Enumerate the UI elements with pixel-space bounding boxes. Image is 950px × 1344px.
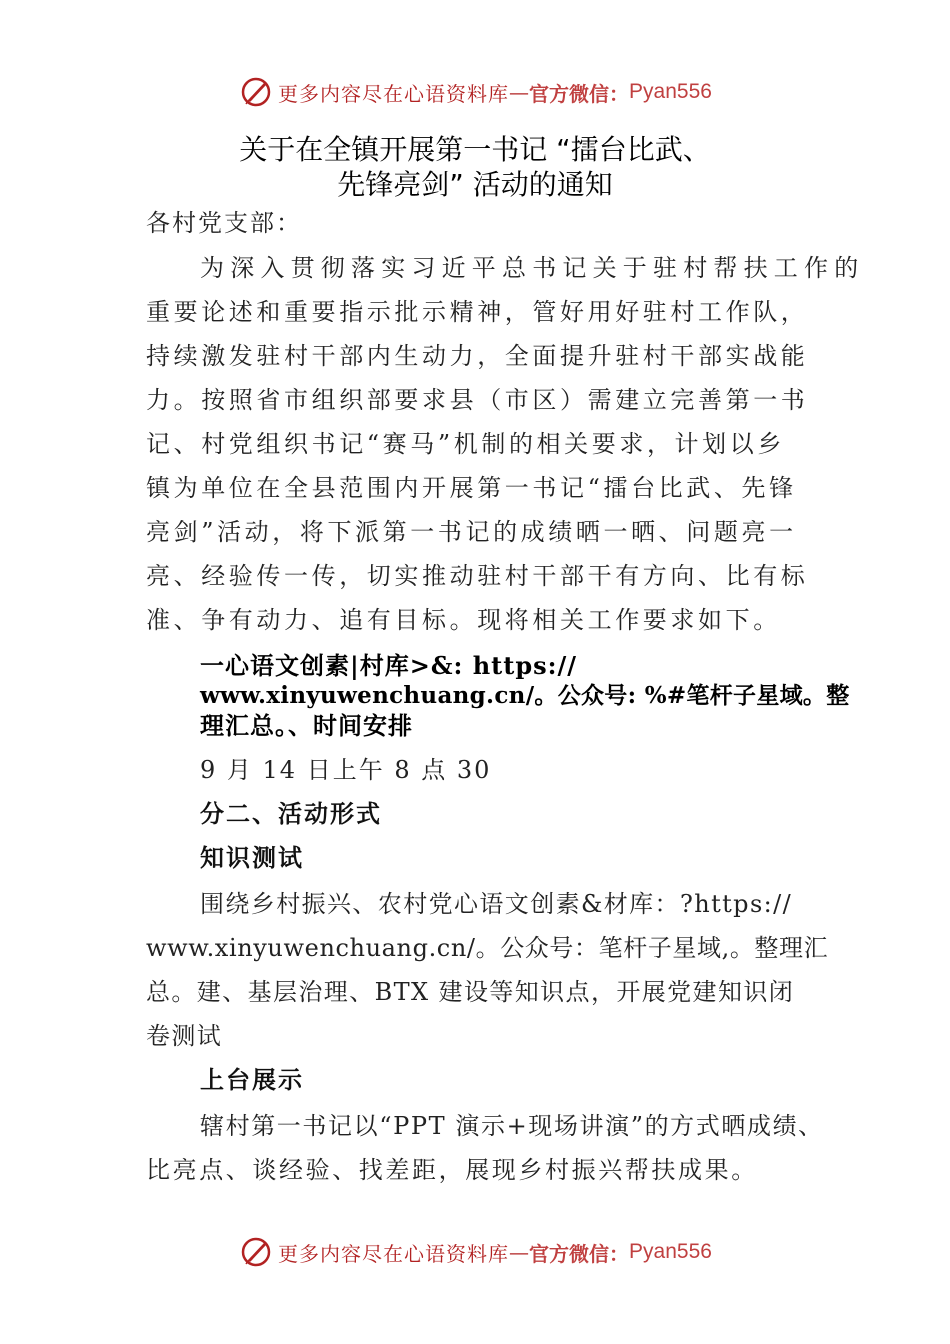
document-title-line-1: 关于在全镇开展第一书记 “擂台比武、 [239, 133, 711, 166]
paragraph-line: 辖村第一书记以“PPT 演示+现场讲演”的方式晒成绩、 [200, 1112, 824, 1140]
paragraph-line: 持续激发驻村干部内生动力，全面提升驻村干部实战能 [146, 342, 809, 370]
paragraph-line: 力。按照省市组织部要求县（市区）需建立完善第一书 [146, 386, 809, 414]
pen-logo-icon [238, 74, 274, 110]
watermark-wechat-id: Pyan556 [629, 80, 712, 103]
watermark-text: 更多内容尽在心语资料库 [278, 1241, 510, 1266]
paragraph-line: 亮剑”活动，将下派第一书记的成绩晒一晒、问题亮一 [146, 518, 797, 546]
watermark-separator: — [509, 1240, 530, 1264]
paragraph-line: 记、村党组织书记“赛马”机制的相关要求，计划以乡 [146, 430, 785, 458]
watermark-wechat-label: 官方微信： [529, 81, 630, 106]
watermark-header [0, 70, 950, 114]
paragraph-line: 准、争有动力、追有目标。现将相关工作要求如下。 [146, 606, 781, 634]
watermark-text: 更多内容尽在心语资料库 [278, 81, 510, 106]
paragraph-line: 镇为单位在全县范围内开展第一书记“擂台比武、先锋 [146, 474, 797, 502]
paragraph-line: 比亮点、谈经验、找差距，展现乡村振兴帮扶成果。 [146, 1156, 758, 1184]
document-title-line-2: 先锋亮剑” 活动的通知 [337, 168, 613, 201]
paragraph-line: 重要论述和重要指示批示精神，管好用好驻村工作队， [146, 298, 809, 326]
section-heading-line: 一心语文创素|村库>&: https:// [200, 651, 578, 680]
section-heading-line: www.xinyuwenchuang.cn/。公众号: %#笔杆子星域。整 [200, 682, 850, 709]
paragraph-line: www.xinyuwenchuang.cn/。公众号：笔杆子星域,。整理汇 [146, 934, 829, 962]
section-heading-activity-form: 分二、活动形式 [200, 800, 382, 828]
paragraph-line: 卷测试 [146, 1022, 223, 1050]
paragraph-line: 围绕乡村振兴、农村党心语文创素&材库：?https:// [200, 890, 793, 918]
subheading-stage-show: 上台展示 [200, 1066, 304, 1094]
watermark-wechat-label: 官方微信： [529, 1241, 630, 1266]
schedule-time: 9 月 14 日上午 8 点 30 [200, 756, 492, 784]
watermark-footer [0, 1230, 950, 1274]
section-heading-line: 理汇总。、时间安排 [200, 711, 413, 740]
paragraph-line: 为深入贯彻落实习近平总书记关于驻村帮扶工作的 [200, 254, 865, 282]
watermark-wechat-id: Pyan556 [629, 1240, 712, 1263]
paragraph-line: 亮、经验传一传，切实推动驻村干部干有方向、比有标 [146, 562, 809, 590]
salutation: 各村党支部： [146, 209, 302, 237]
paragraph-line: 总。建、基层治理、BTX 建设等知识点，开展党建知识闭 [146, 978, 795, 1006]
watermark-separator: — [509, 80, 530, 104]
pen-logo-icon [238, 1234, 274, 1270]
subheading-knowledge-test: 知识测试 [200, 844, 304, 872]
